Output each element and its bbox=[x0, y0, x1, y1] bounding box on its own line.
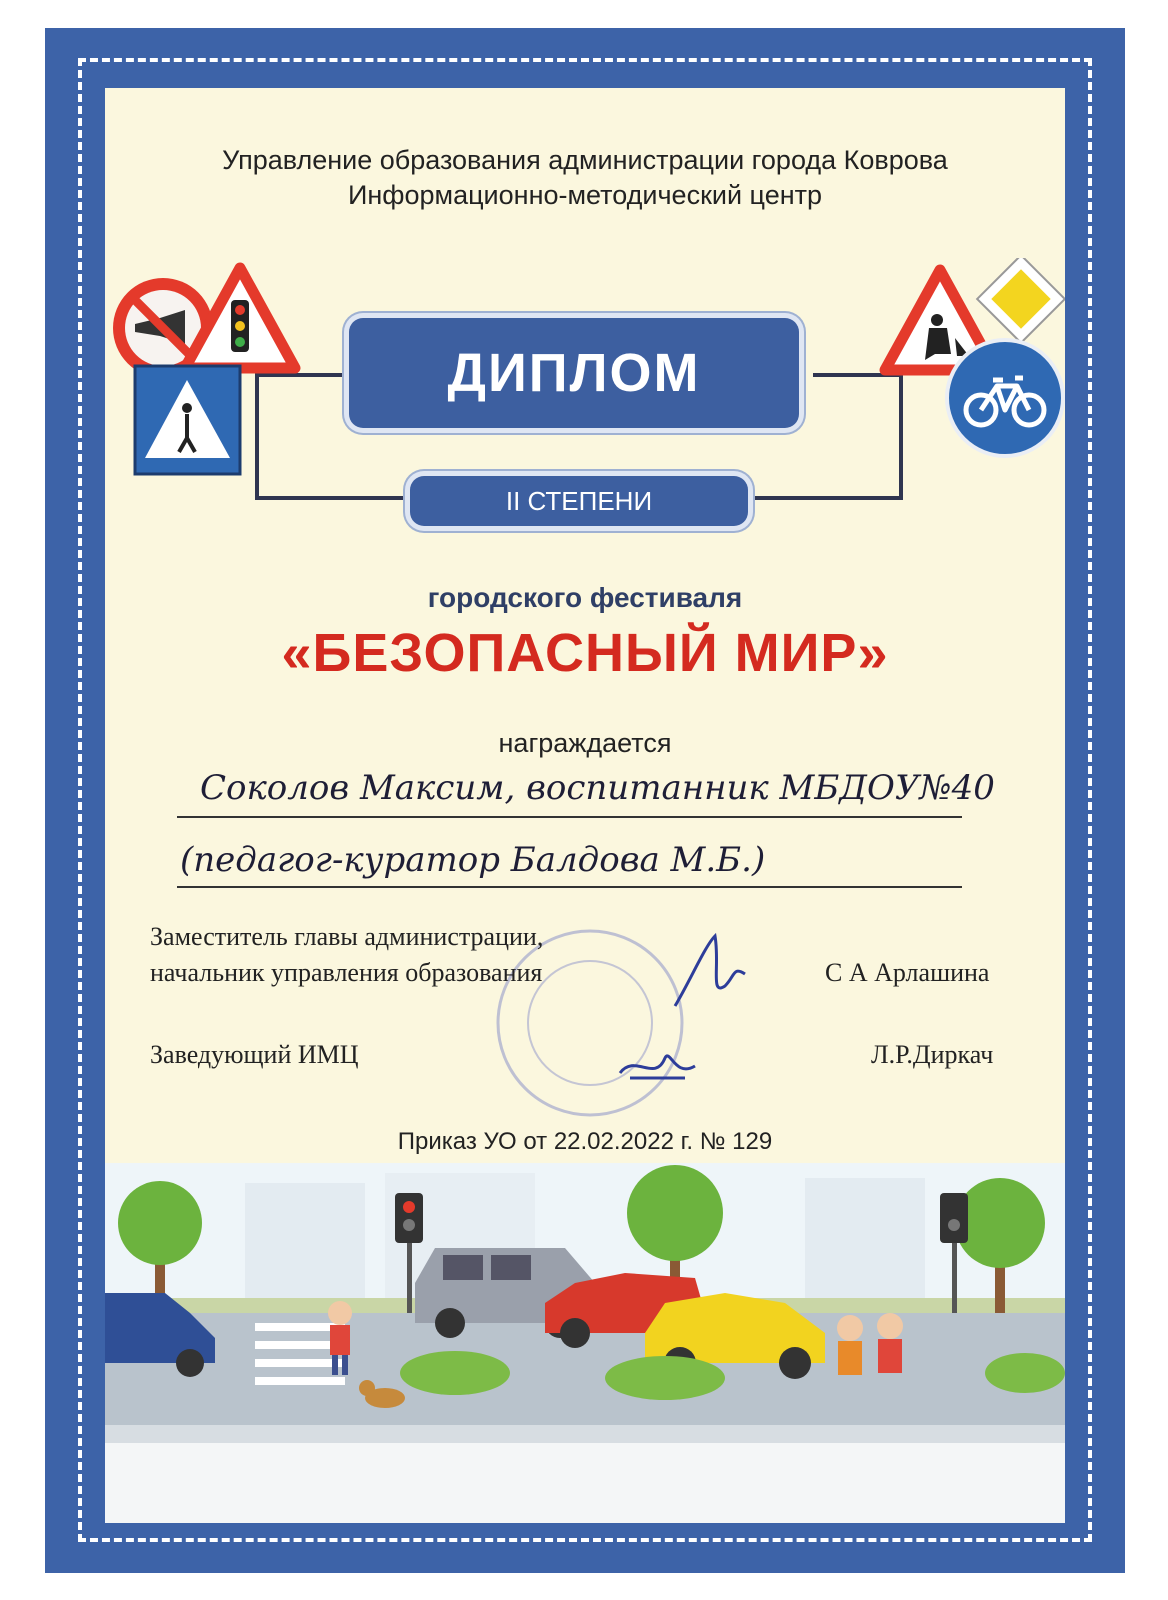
right-road-signs bbox=[865, 258, 1065, 488]
recipient-underline bbox=[177, 816, 962, 818]
left-road-signs bbox=[105, 258, 305, 488]
bicycle-sign-icon bbox=[947, 340, 1063, 456]
signatory-1-title: Заместитель главы администрации, bbox=[150, 922, 544, 951]
street-illustration bbox=[105, 1163, 1065, 1523]
signatory-2-name: Л.Р.Диркач bbox=[871, 1040, 994, 1069]
diploma-paper bbox=[105, 88, 1065, 1523]
signature-head bbox=[615, 1038, 705, 1098]
curator-underline bbox=[177, 886, 962, 888]
signatory-1-title-line2: начальник управления образования bbox=[150, 958, 543, 987]
pedestrian-crossing-sign-icon bbox=[135, 366, 240, 474]
diploma-degree: II СТЕПЕНИ bbox=[410, 476, 748, 526]
signature-deputy bbox=[665, 926, 755, 1026]
festival-label: городского фестиваля bbox=[427, 582, 743, 613]
recipient-name: Соколов Максим, воспитанник МБДОУ№40 bbox=[200, 768, 995, 808]
header-organization: Управление образования администрации города Коврова bbox=[222, 145, 948, 175]
child-figure-icon bbox=[877, 1313, 903, 1373]
festival-name: «БЕЗОПАСНЫЙ МИР» bbox=[281, 623, 889, 683]
awarded-label: награждается bbox=[498, 728, 672, 758]
signatory-2-title: Заведующий ИМЦ bbox=[150, 1040, 359, 1069]
signatory-1-name: С А Арлашина bbox=[825, 958, 990, 987]
order-reference: Приказ УО от 22.02.2022 г. № 129 bbox=[397, 1128, 773, 1155]
priority-road-sign-icon bbox=[977, 258, 1065, 343]
connector-line bbox=[747, 496, 903, 500]
connector-line bbox=[255, 496, 405, 500]
diploma-title: ДИПЛОМ bbox=[349, 318, 799, 428]
header-center: Информационно-методический центр bbox=[347, 180, 823, 210]
child-figure-icon bbox=[837, 1315, 863, 1375]
recipient-curator: (педагог-куратор Балдова М.Б.) bbox=[180, 840, 766, 880]
